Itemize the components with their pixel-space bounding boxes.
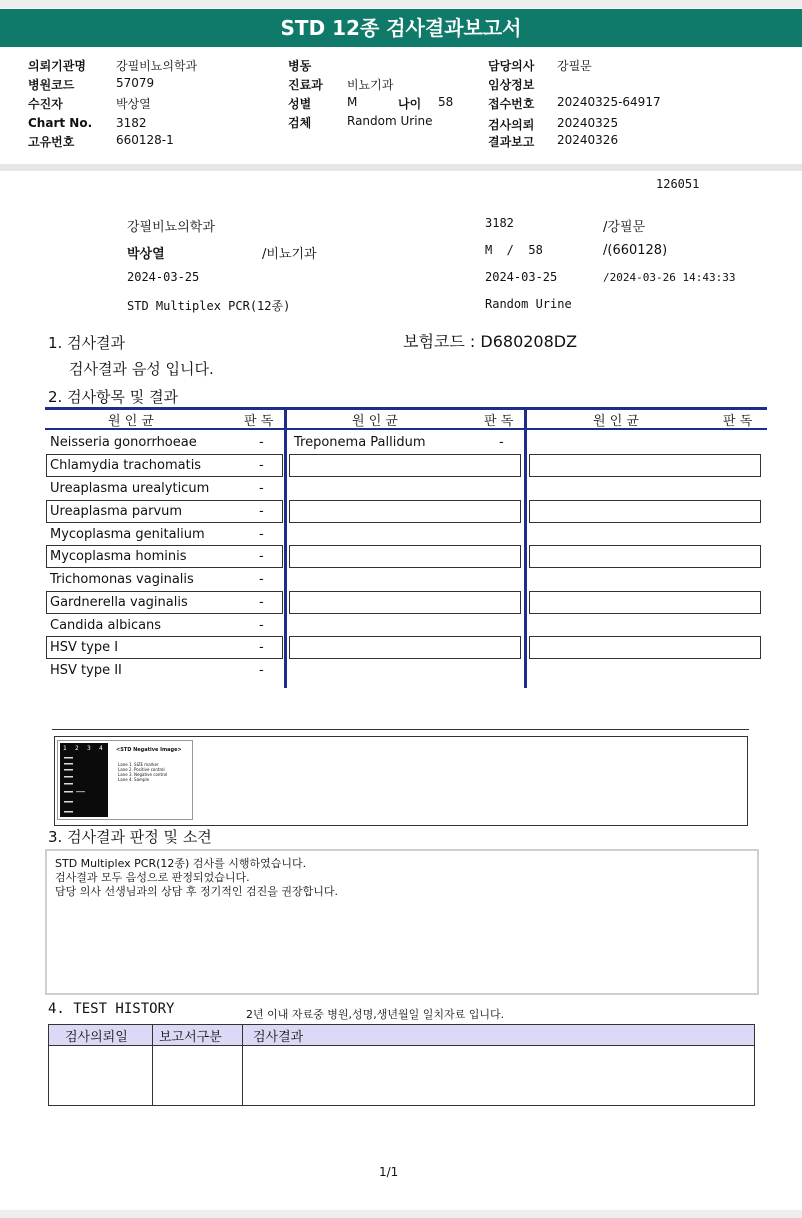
pathogen-name: Mycoplasma genitalium [50,527,205,542]
pathogen-result: - [259,527,264,542]
pathogen-name: Neisseria gonorrhoeae [50,435,197,450]
gel-lane-label: 3 [87,745,91,752]
finding-line: STD Multiplex PCR(12종) 검사를 시행하였습니다. [55,857,307,870]
header-label: 성별 [288,97,312,111]
header-label: 검사의뢰 [488,118,535,132]
header-label: 나이 [398,97,422,111]
gel-image [57,740,193,820]
request-date: 2024-03-25 [127,270,200,284]
history-table [48,1024,755,1106]
pathogen-result: - [259,504,264,519]
report-datetime: /2024-03-26 14:43:33 [603,271,736,284]
pathogen-name: HSV type II [50,663,122,678]
header-value: 20240325 [557,116,619,130]
findings-box [45,849,759,995]
header-value: 3182 [116,116,147,130]
header-label: 고유번호 [28,135,75,149]
gel-lane-label: 2 [75,745,79,752]
header-label: 결과보고 [488,135,535,149]
doctor-name: /강필문 [603,220,646,235]
header-value: 박상열 [116,97,151,111]
section1-heading: 1. 검사결과 [48,334,126,352]
chart-number: 3182 [485,216,514,230]
history-column-header: 보고서구분 [159,1030,222,1045]
top-strip [0,0,802,8]
pathogen-name: HSV type I [50,640,119,655]
insurance-code: 보험코드 : D680208DZ [403,332,578,351]
report-number: 126051 [656,177,700,191]
hospital-name: 강필비뇨의학과 [127,220,215,235]
header-label: 병동 [288,59,312,73]
history-note: 2년 이내 자료중 병원,성명,생년월일 일치자료 입니다. [246,1008,505,1021]
pathogen-name: Gardnerella vaginalis [50,595,188,610]
history-column-header: 검사결과 [253,1030,304,1045]
header-value: 58 [438,95,454,109]
birth-info: /(660128) [603,243,668,258]
gel-legend: Lane 1. SIZE marker [118,762,159,767]
header-value: 20240326 [557,133,619,147]
pathogen-name: Ureaplasma parvum [50,504,183,519]
pathogen-column-header: 원 인 균 [593,414,639,429]
pathogen-result: - [259,595,264,610]
pathogen-column-header: 원 인 균 [108,414,154,429]
sex-age: M / 58 [485,243,543,257]
pathogen-result: - [499,435,504,450]
patient-header [0,48,802,166]
header-label: 수진자 [28,97,63,111]
header-label: 검체 [288,116,312,130]
bottom-strip [0,1210,802,1218]
section3-heading: 3. 검사결과 판정 및 소견 [48,828,212,846]
report-title: STD 12종 검사결과보고서 [0,9,802,47]
pathogen-name: Mycoplasma hominis [50,549,187,564]
gel-lane-label: 1 [63,745,67,752]
result-summary: 검사결과 음성 입니다. [69,360,214,378]
separator-bar [0,164,802,171]
pathogen-result: - [259,640,264,655]
pathogen-result: - [259,618,264,633]
header-label: 진료과 [288,78,323,92]
history-table-header [49,1025,754,1046]
specimen: Random Urine [485,297,572,311]
pathogen-name: Trichomonas vaginalis [50,572,194,587]
pathogen-result: - [259,663,264,678]
header-value: 20240325-64917 [557,95,661,109]
pathogen-result: - [259,481,264,496]
header-value: 비뇨기과 [347,78,394,92]
header-value: Random Urine [347,114,433,128]
pathogen-result: - [259,549,264,564]
gel-lane-label: 4 [99,745,103,752]
pathogen-result: - [259,435,264,450]
pathogen-name: Chlamydia trachomatis [50,458,202,473]
pathogen-result: - [259,572,264,587]
header-value: 강필비뇨의학과 [116,59,198,73]
pathogen-name: Treponema Pallidum [294,435,426,450]
header-value: 57079 [116,76,155,90]
header-label: 의뢰기관명 [28,59,86,73]
gel-title: <STD Negative Image> [116,747,182,753]
finding-line: 검사결과 모두 음성으로 판정되었습니다. [55,871,250,884]
patient-name: 박상열 [127,247,165,262]
gel-legend: Lane 4. Sample [118,777,150,782]
header-label: 접수번호 [488,97,535,111]
pathogen-name: Ureaplasma urealyticum [50,481,210,496]
result-column-header: 판 독 [244,414,274,429]
gel-legend: Lane 3. Negative control [118,772,168,777]
result-column-header: 판 독 [723,414,753,429]
pathogen-column-header: 원 인 균 [352,414,398,429]
page-number: 1/1 [379,1165,399,1179]
header-value: M [347,95,358,109]
section2-heading: 2. 검사항목 및 결과 [48,388,179,406]
history-column-header: 검사의뢰일 [65,1030,128,1045]
header-label: 병원코드 [28,78,75,92]
pathogen-result: - [259,458,264,473]
pathogen-name: Candida albicans [50,618,162,633]
gel-legend: Lane 2. Positive control [118,767,165,772]
header-value: 강필문 [557,59,592,73]
test-name: STD Multiplex PCR(12종) [127,299,291,313]
department: /비뇨기과 [262,247,317,262]
finding-line: 담당 의사 선생님과의 상담 후 정기적인 검진을 권장합니다. [55,885,338,898]
result-column-header: 판 독 [484,414,514,429]
receive-date: 2024-03-25 [485,270,558,284]
header-label: Chart No. [28,116,93,130]
header-value: 660128-1 [116,133,174,147]
section4-heading: 4. TEST HISTORY [48,1001,175,1017]
header-label: 담당의사 [488,59,535,73]
header-label: 임상정보 [488,78,535,92]
